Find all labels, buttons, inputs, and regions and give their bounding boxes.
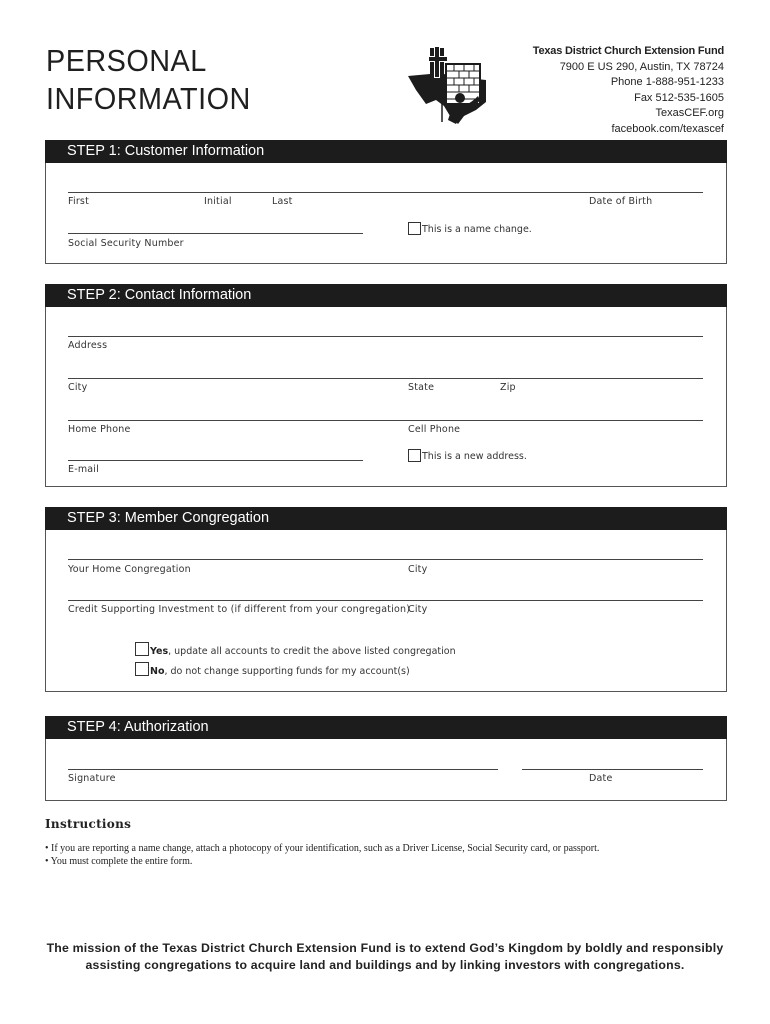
ssn-input-line[interactable] <box>68 233 363 234</box>
yes-rest-text: , update all accounts to credit the above listed congregation <box>168 646 456 657</box>
cell-phone-label: Cell Phone <box>408 424 461 435</box>
no-change-label <box>150 666 410 677</box>
step3-section <box>45 507 727 692</box>
no-bold-text: No <box>150 666 165 677</box>
name-dob-input-line[interactable] <box>68 192 703 193</box>
step2-heading: STEP 2: Contact Information <box>45 284 727 307</box>
new-address-checkbox[interactable] <box>408 449 421 462</box>
texas-church-logo-icon <box>408 44 488 124</box>
city-state-zip-input-line[interactable] <box>68 378 703 379</box>
zip-label: Zip <box>500 382 516 393</box>
home-congregation-label: Your Home Congregation <box>68 564 191 575</box>
home-phone-label: Home Phone <box>68 424 131 435</box>
new-address-label: This is a new address. <box>422 451 527 462</box>
step4-section <box>45 716 727 801</box>
page-title <box>46 42 251 118</box>
yes-bold-text: Yes <box>150 646 169 657</box>
email-label: E-mail <box>68 464 99 475</box>
dob-label: Date of Birth <box>589 196 653 207</box>
org-facebook[interactable]: facebook.com/texascef <box>611 122 724 135</box>
page-title-line2: INFORMATION <box>46 81 251 116</box>
step4-heading: STEP 4: Authorization <box>45 716 727 739</box>
phone-input-line[interactable] <box>68 420 703 421</box>
org-website[interactable]: TexasCEF.org <box>655 107 724 119</box>
org-name: Texas District Church Extension Fund <box>532 45 724 57</box>
instructions-heading: Instructions <box>45 817 132 831</box>
city-label: City <box>68 382 88 393</box>
yes-update-checkbox[interactable] <box>135 642 149 656</box>
date-label: Date <box>589 773 613 784</box>
name-change-checkbox[interactable] <box>408 222 421 235</box>
email-input-line[interactable] <box>68 460 363 461</box>
initial-label: Initial <box>204 196 232 207</box>
no-rest-text: , do not change supporting funds for my account(s) <box>164 666 410 677</box>
credit-supporting-input-line[interactable] <box>68 600 703 601</box>
first-name-label: First <box>68 196 89 207</box>
congregation-city-label: City <box>408 564 428 575</box>
ssn-label: Social Security Number <box>68 238 184 249</box>
credit-supporting-label: Credit Supporting Investment to (if different from your congregation) <box>68 604 411 615</box>
signature-label: Signature <box>68 773 116 784</box>
mission-line1: The mission of the Texas District Church Extension Fund is to extend God’s Kingdom by boldly and responsibly <box>46 941 724 955</box>
step1-section <box>45 140 727 264</box>
org-contact-block <box>533 44 724 137</box>
instruction-item: • If you are reporting a name change, attach a photocopy of your identification, such as a Driver License, Social Security card, or passport. <box>45 843 600 854</box>
step3-heading: STEP 3: Member Congregation <box>45 507 727 530</box>
credit-city-label: City <box>408 604 428 615</box>
yes-update-label <box>150 646 456 657</box>
address-label: Address <box>68 340 108 351</box>
org-phone: Phone 1-888-951-1233 <box>610 76 724 88</box>
mission-line2: assisting congregations to acquire land and buildings and by linking investors with congregations. <box>85 958 685 972</box>
step2-section <box>45 284 727 487</box>
address-input-line[interactable] <box>68 336 703 337</box>
instruction-item: • You must complete the entire form. <box>45 856 193 867</box>
state-label: State <box>408 382 435 393</box>
page-title-line1: PERSONAL <box>46 43 207 78</box>
no-change-checkbox[interactable] <box>135 662 149 676</box>
home-congregation-input-line[interactable] <box>68 559 703 560</box>
org-address: 7900 E US 290, Austin, TX 78724 <box>559 60 724 73</box>
name-change-label: This is a name change. <box>422 224 532 235</box>
org-fax: Fax 512-535-1605 <box>634 91 724 104</box>
mission-statement <box>45 940 725 974</box>
step1-heading: STEP 1: Customer Information <box>45 140 727 163</box>
signature-input-line[interactable] <box>68 769 498 770</box>
last-name-label: Last <box>272 196 293 207</box>
date-input-line[interactable] <box>522 769 703 770</box>
